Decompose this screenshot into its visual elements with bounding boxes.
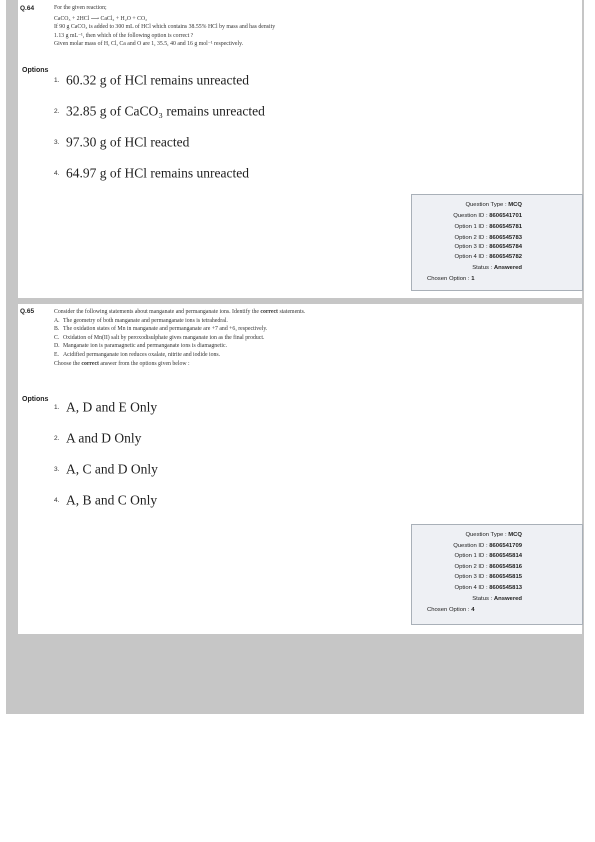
info-option-4-id: Option 4 ID : 8606545782 — [454, 254, 522, 260]
info-option-3-id: Option 3 ID : 8606545784 — [454, 244, 522, 250]
question-panel-65 — [18, 304, 582, 634]
option-3[interactable] — [54, 133, 189, 151]
question-sheet — [6, 0, 584, 714]
option-number: 2. — [54, 434, 60, 442]
statement-b: B. The oxidation states of Mn in manganate and permanganate are +7 and +6, respectively. — [54, 326, 268, 333]
info-option-1-id: Option 1 ID : 8606545814 — [454, 553, 522, 559]
option-text: A, C and D Only — [66, 461, 158, 477]
option-number: 4. — [54, 496, 60, 504]
info-option-3-id: Option 3 ID : 8606545815 — [454, 574, 522, 580]
option-number: 4. — [54, 169, 60, 177]
option-text: 64.97 g of HCl remains unreacted — [66, 165, 249, 181]
info-question-type: Question Type : MCQ — [465, 202, 522, 208]
option-1[interactable] — [54, 71, 249, 89]
statement-d: D. Manganate ion is paramagnetic and permanganate ions is diamagnetic. — [54, 343, 228, 350]
option-number: 2. — [54, 107, 60, 115]
question-number: Q.65 — [20, 308, 35, 315]
question-panel-64 — [18, 0, 582, 298]
stem-line: 1.13 g mL⁻¹, then which of the following option is correct ? — [54, 32, 194, 39]
option-2[interactable] — [54, 429, 141, 447]
option-number: 3. — [54, 465, 60, 473]
stem-reaction: CaCO₃ + 2HCl ⟶ CaCl₂ + H₂O + CO₂ — [54, 15, 148, 22]
option-text: A, D and E Only — [66, 399, 158, 415]
statement-c: C. Oxidation of Mn(II) salt by peroxodisulphate gives manganate ion as the final product. — [54, 334, 265, 341]
info-status: Status : Answered — [472, 596, 522, 602]
options-label: Options — [22, 396, 49, 403]
info-option-2-id: Option 2 ID : 8606545783 — [454, 235, 522, 241]
option-text: 97.30 g of HCl reacted — [66, 134, 190, 150]
stem-line: Given molar mass of H, Cl, Ca and O are 1, 35.5, 40 and 16 g mol⁻¹ respectively. — [54, 41, 244, 48]
stem-line: If 90 g CaCO₃ is added to 300 mL of HCl which contains 38.55% HCl by mass and has density — [54, 24, 276, 31]
question-info-box — [411, 524, 583, 625]
option-number: 1. — [54, 403, 60, 411]
option-number: 1. — [54, 76, 60, 84]
option-1[interactable] — [54, 398, 157, 416]
info-option-2-id: Option 2 ID : 8606545816 — [454, 564, 522, 570]
option-2[interactable] — [54, 102, 265, 120]
option-4[interactable] — [54, 491, 157, 509]
question-info-box — [411, 194, 583, 291]
question-stem — [54, 308, 374, 368]
statement-e: E. Acidified permanganate ion reduces oxalate, nitrite and iodide ions. — [54, 351, 221, 358]
info-chosen-option: Chosen Option : 1 — [427, 276, 475, 282]
info-chosen-option: Chosen Option : 4 — [427, 607, 475, 613]
stem-instruction: Choose the correct answer from the options given below : — [54, 360, 190, 367]
info-option-1-id: Option 1 ID : 8606545781 — [454, 224, 522, 230]
option-text: 60.32 g of HCl remains unreacted — [66, 72, 249, 88]
stem-intro: Consider the following statements about manganate and permanganate ions. Identify the correct statements. — [54, 309, 306, 315]
info-question-id: Question ID : 8606541701 — [453, 213, 522, 219]
info-question-type: Question Type : MCQ — [465, 532, 522, 538]
question-number: Q.64 — [20, 5, 35, 12]
options-label: Options — [22, 67, 49, 74]
question-stem — [54, 4, 374, 49]
info-option-4-id: Option 4 ID : 8606545813 — [454, 585, 522, 591]
option-text: A and D Only — [66, 430, 142, 446]
info-question-id: Question ID : 8606541709 — [453, 543, 522, 549]
statement-a: A. The geometry of both manganate and permanganate ions is tetrahedral. — [54, 317, 228, 324]
stem-intro: For the given reaction; — [54, 5, 107, 11]
option-3[interactable] — [54, 460, 158, 478]
info-status: Status : Answered — [472, 265, 522, 271]
option-text: A, B and C Only — [66, 492, 158, 508]
option-text: 32.85 g of CaCO₃ remains unreacted — [66, 103, 265, 119]
option-4[interactable] — [54, 164, 249, 182]
option-number: 3. — [54, 138, 60, 146]
